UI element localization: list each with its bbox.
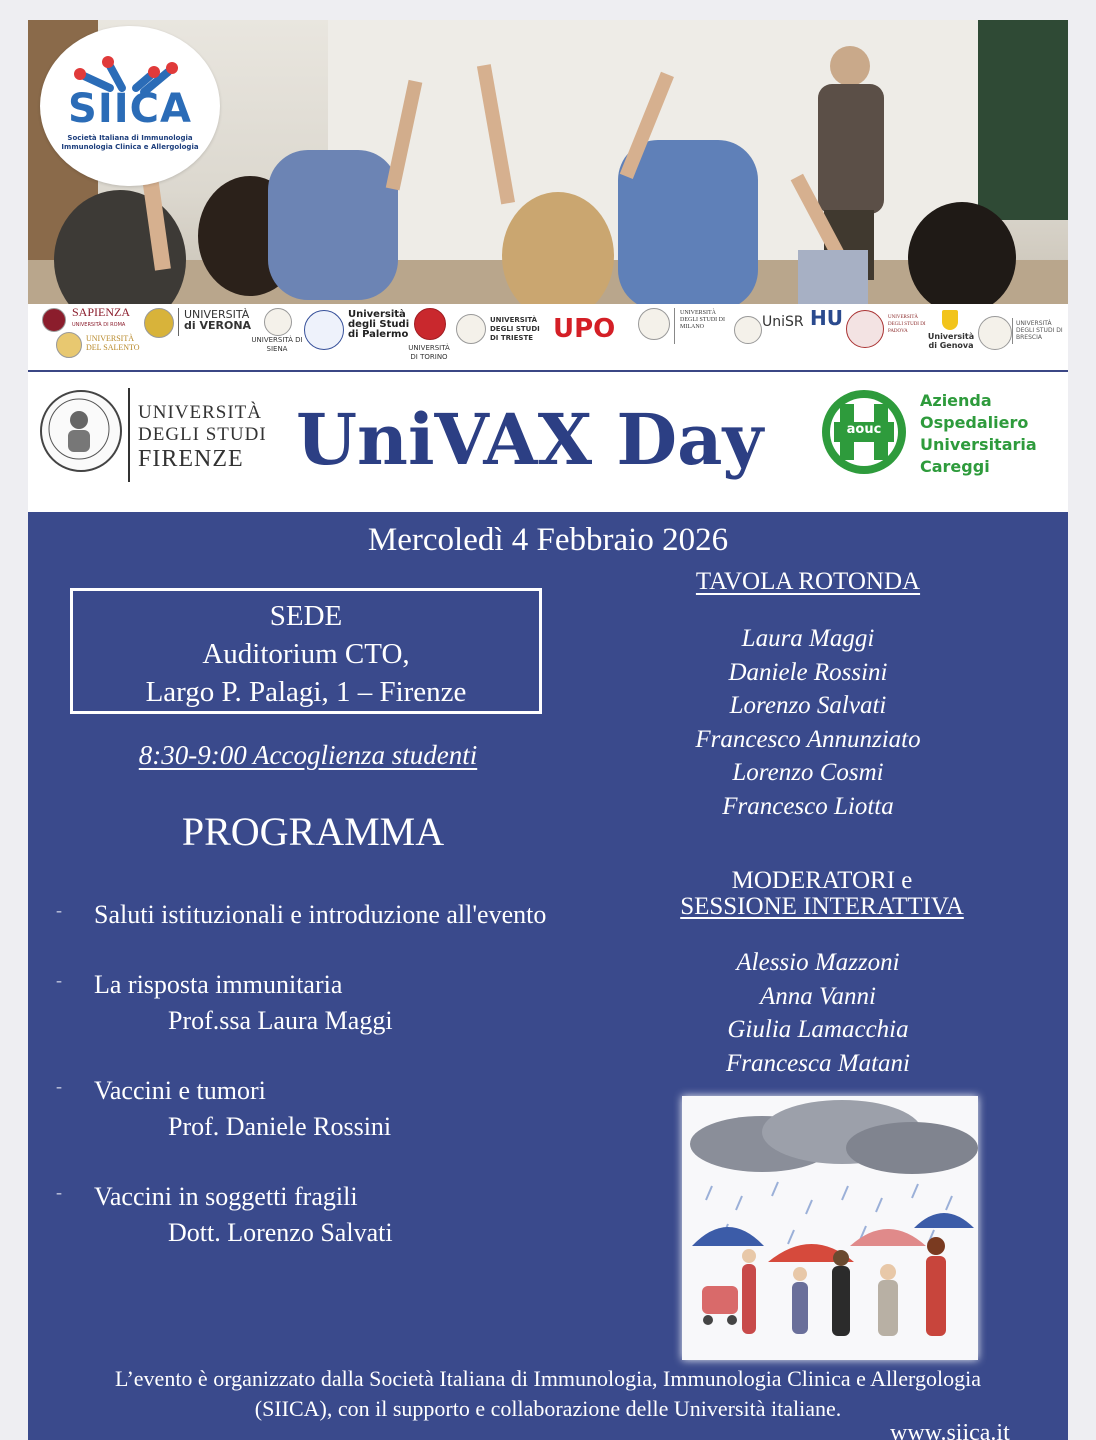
aouc-logo-text: Azienda Ospedaliero Universitaria Careggi <box>920 391 1037 476</box>
unisr-seal-icon <box>734 316 762 344</box>
siica-subtitle: Società Italiana di Immunologia Immunologia Clinica e Allergologia <box>61 134 199 151</box>
salento-seal-icon <box>56 332 82 358</box>
poster <box>28 20 1068 1440</box>
padova-seal-icon <box>846 310 884 348</box>
venue-address: Largo P. Palagi, 1 – Firenze <box>145 676 467 708</box>
program-item-title: Vaccini e tumori <box>94 1076 266 1105</box>
venue-place: Auditorium CTO, <box>202 638 410 670</box>
verona-seal-icon <box>144 308 174 338</box>
umbrella-cartoon-illustration <box>682 1096 978 1360</box>
participant-name: Lorenzo Cosmi <box>732 759 884 786</box>
brescia-seal-icon <box>978 316 1012 350</box>
palermo-logo: Università degli Studi di Palermo <box>348 309 410 340</box>
footer-note: L’evento è organizzato dalla Società Italiana di Immunologia, Immunologia Clinica e Allergologia (SIICA), con il supporto e collaborazione delle Università italiane. <box>115 1366 981 1421</box>
event-date: Mercoledì 4 Febbraio 2026 <box>367 522 729 558</box>
venue-label: SEDE <box>269 600 343 632</box>
verona-logo: UNIVERSITÀ di VERONA <box>184 308 252 332</box>
upo-logo: UPO <box>553 314 616 344</box>
siica-logo <box>40 26 220 186</box>
moderators-heading: MODERATORI e SESSIONE INTERATTIVA <box>680 867 964 920</box>
program-item-title: Vaccini in soggetti fragili <box>94 1182 358 1211</box>
brescia-logo: UNIVERSITÀ DEGLI STUDI DI BRESCIA <box>1016 320 1063 341</box>
program-item-speaker: Prof.ssa Laura Maggi <box>168 1006 393 1035</box>
program-item-title: Saluti istituzionali e introduzione all'evento <box>94 900 547 929</box>
genova-shield-icon <box>942 310 958 330</box>
torino-seal-icon <box>414 308 446 340</box>
moderator-name: Giulia Lamacchia <box>727 1016 909 1043</box>
moderator-name: Anna Vanni <box>760 982 876 1010</box>
participant-name: Francesco Liotta <box>722 792 894 820</box>
unisr-logo: UniSR <box>762 314 804 330</box>
venue-box <box>70 588 542 714</box>
website-link[interactable]: www.siica.it <box>890 1420 1010 1440</box>
participant-name: Daniele Rossini <box>728 658 888 686</box>
milano-logo: UNIVERSITÀ DEGLI STUDI DI MILANO <box>680 310 725 330</box>
unifi-logo-text: UNIVERSITÀ DEGLI STUDI FIRENZE <box>138 402 267 472</box>
program-item-speaker: Prof. Daniele Rossini <box>168 1112 392 1141</box>
milano-seal-icon <box>638 308 670 340</box>
siica-wordmark: SIICA <box>68 86 192 132</box>
partner-logos-strip <box>28 304 1068 372</box>
round-table-heading: TAVOLA ROTONDA <box>695 568 921 595</box>
genova-logo: Università di Genova <box>927 332 975 350</box>
unifi-seal-icon <box>40 390 122 472</box>
aouc-logo-icon: aouc <box>822 390 906 474</box>
welcome-time: 8:30-9:00 Accoglienza studenti <box>138 740 478 770</box>
sapienza-seal-icon <box>42 308 66 332</box>
moderator-names <box>668 946 968 1080</box>
program-item-title: La risposta immunitaria <box>94 970 343 999</box>
torino-logo: UNIVERSITÀ DI TORINO <box>408 344 450 361</box>
siena-logo: UNIVERSITÀ DI SIENA <box>251 336 303 353</box>
palermo-seal-icon <box>304 310 344 350</box>
main-panel: Mercoledì 4 Febbraio 2026 SEDE Auditorium CTO, Largo P. Palagi, 1 – Firenze 8:30-9:00 Accoglienza studenti PROGRAMMA - Saluti istituzionali e introduzione all'evento - La risposta immunitaria Prof.ssa Laura Maggi - Vaccini e tumori Prof. Daniele Rossini - Vaccini in soggetti fragili Dott. Lorenzo Salvati TAVOLA ROTONDA Laura Maggi Daniele Rossini Lorenzo Salvati Francesco Annunziato Lorenzo Cosmi Francesco Liotta MODERATORI e SESSIONE INTERATTIVA Alessio Mazzoni Anna Vanni Giulia Lamacchia Francesca Matani L’evento è organizzato dalla Società Italiana di Immunologia, Immunologia Clinica e Allergologia (SIICA), con il supporto e collaborazione delle Università italiane. www.siica.it <box>28 512 1068 1440</box>
hu-logo: HU <box>810 306 843 330</box>
padova-logo: UNIVERSITÀ DEGLI STUDI DI PADOVA <box>888 315 926 334</box>
salento-logo: UNIVERSITÀ DEL SALENTO <box>86 334 140 352</box>
hero-classroom-photo <box>28 20 1068 304</box>
participant-name: Francesco Annunziato <box>695 725 921 753</box>
sapienza-logo: SAPIENZA <box>72 305 131 319</box>
trieste-seal-icon <box>456 314 486 344</box>
moderator-name: Alessio Mazzoni <box>736 949 900 976</box>
moderator-name: Francesca Matani <box>726 1049 910 1077</box>
participant-name: Laura Maggi <box>741 625 875 652</box>
sapienza-sub: UNIVERSITÀ DI ROMA <box>72 322 126 328</box>
program-item-speaker: Dott. Lorenzo Salvati <box>168 1218 393 1247</box>
program-heading: PROGRAMMA <box>181 809 445 854</box>
participant-name: Lorenzo Salvati <box>729 692 887 719</box>
unifi-divider <box>128 388 130 482</box>
event-title: UniVAX Day <box>296 398 764 481</box>
header-band <box>28 372 1068 512</box>
siena-seal-icon <box>264 308 292 336</box>
trieste-logo: UNIVERSITÀ DEGLI STUDI DI TRIESTE <box>490 316 540 342</box>
round-table-names <box>658 622 958 823</box>
rain-umbrella-icon <box>682 1096 978 1360</box>
